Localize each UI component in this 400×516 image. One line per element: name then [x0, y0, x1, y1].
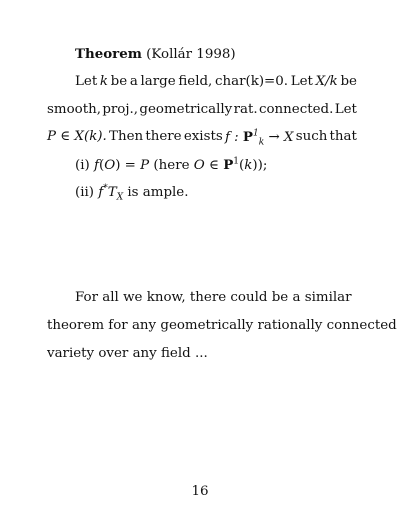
word: rat. — [233, 102, 258, 117]
math-k: k — [99, 74, 108, 89]
word: a — [129, 74, 138, 89]
word: char(k)=0. — [214, 74, 289, 89]
theorem-attribution: (Kollár 1998) — [146, 47, 236, 62]
theorem-line-1 — [75, 73, 357, 91]
word: proj., — [102, 102, 139, 117]
page-number: 16 — [191, 484, 209, 499]
remark-line-1: For all we know, there could be a similar — [75, 290, 352, 305]
word: large — [140, 74, 176, 89]
theorem-line-3 — [47, 128, 357, 147]
theorem-item-i: (i) f(O) = P (here O ∈ $P^1(k)$); — [75, 156, 268, 173]
word: be — [340, 74, 357, 89]
theorem-line-2 — [47, 101, 357, 119]
word: smooth, — [47, 102, 101, 117]
word: be — [110, 74, 128, 89]
word: exists — [183, 129, 223, 144]
word: geometrically — [139, 102, 233, 117]
theorem-item-ii: (ii) $f^*T_X$ is ample. — [75, 183, 189, 203]
math-map-f: f : $P^1_k \to X$ — [224, 128, 294, 148]
remark-line-3: variety over any field ... — [47, 346, 208, 361]
word: field, — [178, 74, 213, 89]
word: there — [145, 129, 182, 144]
theorem-heading — [75, 45, 357, 64]
remark-line-2: theorem for any geometrically rationally connected — [47, 318, 397, 333]
word: such — [295, 129, 328, 144]
word: that — [329, 129, 357, 144]
word: Let — [334, 102, 357, 117]
word: Let — [290, 74, 313, 89]
word: Then — [109, 129, 144, 144]
word: Let — [75, 74, 98, 89]
theorem-label: Theorem — [75, 46, 142, 62]
word: connected. — [259, 102, 334, 117]
math-p-in-xk: P ∈ X(k). — [47, 129, 107, 144]
math-x-over-k: X/k — [315, 74, 338, 89]
